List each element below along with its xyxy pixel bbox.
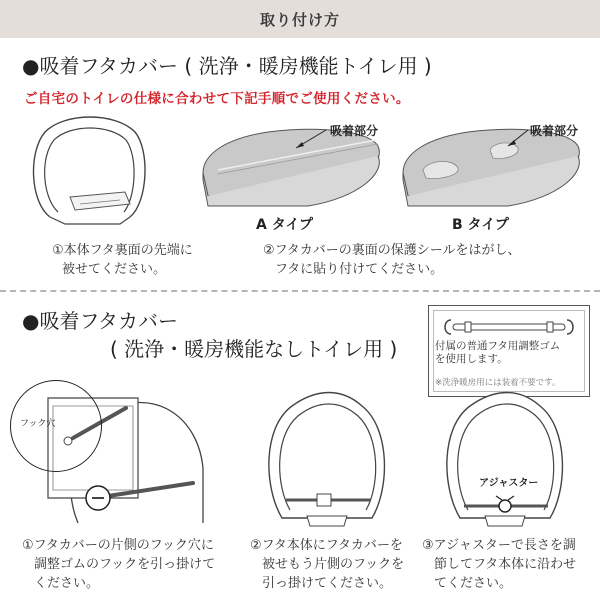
page-header [0,0,600,38]
section2-step1: ①フタカバーの片側のフック穴に 調整ゴムのフックを引っ掛けて ください。 [22,538,216,591]
section1-step2: ②フタカバーの裏面の保護シールをはがし、 フタに貼り付けてください。 [263,243,521,277]
type-a-label: A タイプ [256,217,314,233]
warning-text: ご自宅のトイレの仕様に合わせて下記手順でご使用ください。 [24,91,410,107]
section1-title: ●吸着フタカバー ( 洗浄・暖房機能トイレ用 ) [22,54,432,78]
page-title: 取り付け方 [259,10,340,29]
section2-subtitle: ( 洗浄・暖房機能なしトイレ用 ) [110,337,398,361]
section2-step2: ②フタ本体にフタカバーを 被せもう片側のフックを 引っ掛けてください。 [250,538,405,591]
label-b-adhesive: 吸着部分 [530,124,579,138]
section2-step3: ③アジャスターで長さを調 節してフタ本体に沿わせ てください。 [422,538,577,591]
adjuster-band-icon [443,316,575,338]
label-a-adhesive: 吸着部分 [330,124,379,138]
note-small: ※洗浄暖房用には装着不要です。 [435,378,561,388]
type-b-label: B タイプ [452,217,509,233]
step3-illustration [440,388,570,528]
hook-hole-label: フック穴 [20,419,56,429]
section1-step1: ①本体フタ裏面の先端に 被せてください。 [52,243,193,277]
section2-title: ●吸着フタカバー [22,309,179,333]
note-box [428,305,590,397]
toilet-lid-illustration [20,112,160,232]
step2-illustration [262,388,392,528]
adjuster-label: アジャスター [479,478,539,489]
note-text: 付属の普通フタ用調整ゴム を使用します。 [435,340,561,365]
section-divider [0,290,600,292]
